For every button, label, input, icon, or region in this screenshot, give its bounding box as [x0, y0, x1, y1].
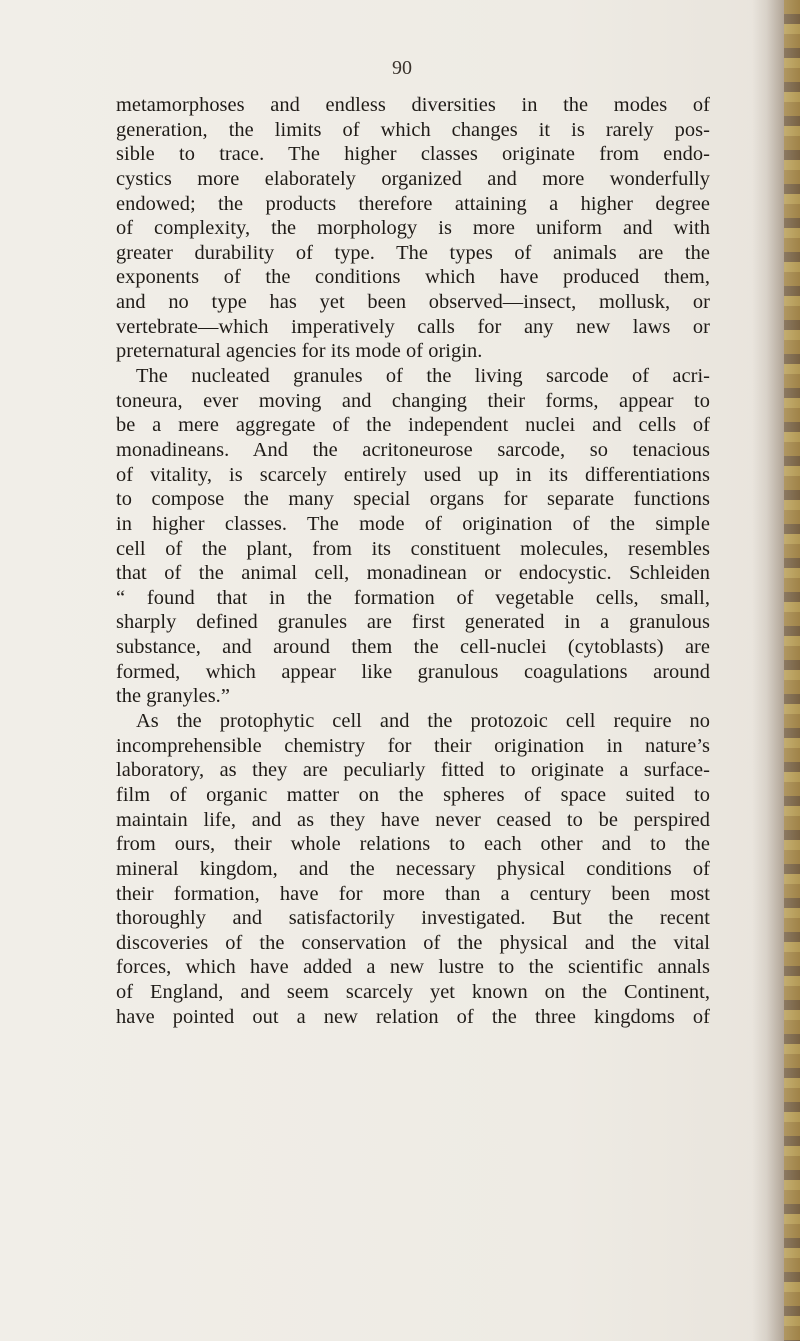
- text-line: cell of the plant, from its constituent molecules, resembles: [116, 537, 710, 560]
- gilt-page-edge: [784, 0, 800, 1341]
- text-line: substance, and around them the cell-nuclei (cytoblasts) are: [116, 636, 710, 659]
- paragraph-start-line: As the protophytic cell and the protozoic cell require no: [136, 710, 710, 733]
- text-line: of England, and seem scarcely yet known on the Continent,: [116, 981, 710, 1004]
- text-line: discoveries of the conservation of the physical and the vital: [116, 931, 710, 954]
- text-line: maintain life, and as they have never ceased to be perspired: [116, 808, 710, 831]
- paragraph-end-line: preternatural agencies for its mode of origin.: [116, 340, 483, 363]
- text-line: sharply defined granules are first generated in a granulous: [116, 611, 710, 634]
- body-text: [116, 93, 710, 1029]
- text-line: incomprehensible chemistry for their origination in nature’s: [116, 734, 710, 757]
- text-line: vertebrate—which imperatively calls for any new laws or: [116, 315, 710, 338]
- text-line: exponents of the conditions which have produced them,: [116, 266, 710, 289]
- text-line: toneura, ever moving and changing their forms, appear to: [116, 389, 710, 412]
- text-line: be a mere aggregate of the independent nuclei and cells of: [116, 414, 710, 437]
- text-line: to compose the many special organs for separate functions: [116, 488, 710, 511]
- text-line: thoroughly and satisfactorily investigated. But the recent: [116, 907, 710, 930]
- paragraph-end-line: the granyles.”: [116, 685, 230, 708]
- text-line: greater durability of type. The types of animals are the: [116, 241, 710, 264]
- page-number: 90: [392, 57, 412, 79]
- text-line: from ours, their whole relations to each other and to the: [116, 833, 710, 856]
- text-line: monadineans. And the acritoneurose sarcode, so tenacious: [116, 438, 710, 461]
- text-line: endowed; the products therefore attaining a higher degree: [116, 192, 710, 215]
- text-line: sible to trace. The higher classes originate from endo-: [116, 143, 710, 166]
- paragraph-start-line: The nucleated granules of the living sarcode of acri-: [136, 365, 710, 388]
- text-line: their formation, have for more than a century been most: [116, 882, 710, 905]
- text-line: and no type has yet been observed—insect, mollusk, or: [116, 291, 710, 314]
- text-line: mineral kingdom, and the necessary physical conditions of: [116, 857, 710, 880]
- text-line: of complexity, the morphology is more uniform and with: [116, 217, 710, 240]
- text-line: laboratory, as they are peculiarly fitted to originate a surface-: [116, 759, 710, 782]
- text-line: in higher classes. The mode of origination of the simple: [116, 512, 710, 535]
- text-line: generation, the limits of which changes it is rarely pos-: [116, 118, 710, 141]
- page-binding-edge: [752, 0, 800, 1341]
- text-line: metamorphoses and endless diversities in the modes of: [116, 94, 710, 116]
- text-line: film of organic matter on the spheres of space suited to: [116, 783, 710, 806]
- text-line: formed, which appear like granulous coagulations around: [116, 660, 710, 683]
- text-line: cystics more elaborately organized and more wonderfully: [116, 167, 710, 190]
- text-line: “ found that in the formation of vegetable cells, small,: [116, 586, 710, 609]
- text-line: forces, which have added a new lustre to the scientific annals: [116, 956, 710, 979]
- text-line: have pointed out a new relation of the three kingdoms of: [116, 1005, 710, 1028]
- text-line: of vitality, is scarcely entirely used up in its differentiations: [116, 463, 710, 486]
- text-line: that of the animal cell, monadinean or endocystic. Schleiden: [116, 562, 710, 585]
